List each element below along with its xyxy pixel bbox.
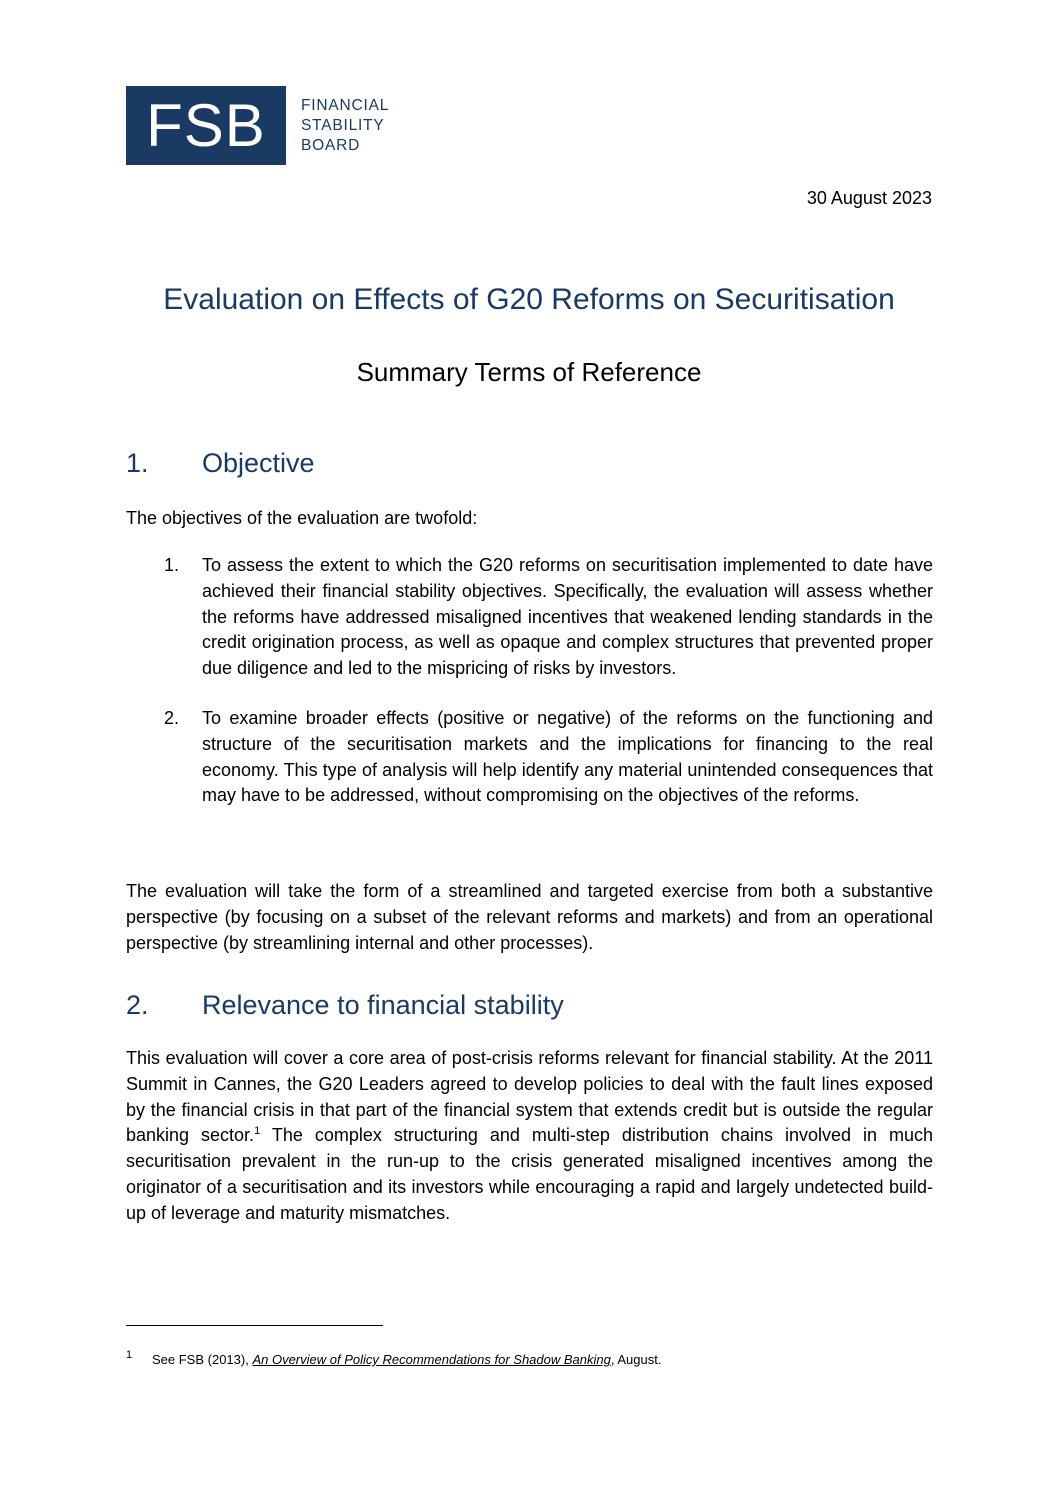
footnote-text [152,1352,661,1367]
logo-line-2: STABILITY [301,117,385,134]
document-date: 30 August 2023 [806,188,932,208]
logo-line-3: BOARD [301,137,361,154]
fsb-logo [126,86,389,165]
footnote-suffix: , August. [610,1352,662,1367]
section-2-title: Relevance to financial stability [202,990,564,1020]
footnote-prefix: See FSB (2013), [152,1352,253,1367]
list-item-text: To assess the extent to which the G20 reforms on securitisation implemented to date have achieved their financial stability objectives. Specifically, the evaluation will assess whether the reforms have addressed misaligned incentives that weakened lending standards in the credit origination process, as well as opaque and complex structures that prevented proper due diligence and led to the mispricing of risks by investors. [202,555,933,679]
logo-abbr: FSB [126,86,286,165]
objectives-list [126,553,933,809]
list-item-number: 2. [164,707,180,728]
document-title: Evaluation on Effects of G20 Reforms on Securitisation [163,283,895,316]
footnote-number: 1 [126,1349,133,1361]
list-item-number: 1. [164,555,180,575]
section-1-title: Objective [202,448,315,478]
relevance-text-part-2: The complex structuring and multi-step distribution chains involved in much securitisation prevalent in the run-up to the crisis generated misaligned incentives among the originator of a securitisation and its investors while encouraging a rapid and largely undetected build-up of leverage and maturity mismatches. [126,1125,933,1223]
section-2-number: 2. [126,990,149,1020]
evaluation-form-paragraph: The evaluation will take the form of a streamlined and targeted exercise from both a substantive perspective (by focusing on a subset of the relevant reforms and markets) and from an operational perspective (by streamlining internal and other processes). [126,881,933,953]
list-item [126,706,933,809]
document-subtitle: Summary Terms of Reference [356,357,702,387]
relevance-text-part-1: This evaluation will cover a core area of post-crisis reforms relevant for financial stability. At the 2011 Summit in Cannes, the G20 Leaders agreed to develop policies to deal with the fault lines exposed by the financial crisis in that part of the financial system that extends credit but is outside the regular banking sector. [126,1048,933,1146]
logo-wordmark [301,96,389,156]
section-1-number: 1. [126,448,149,478]
footnote-reference[interactable]: 1 [254,1125,261,1138]
footnote [126,1349,662,1367]
section-2-heading [126,990,564,1021]
footnote-link[interactable]: An Overview of Policy Recommendations for Shadow Banking [252,1352,611,1367]
section-1-heading [126,448,315,479]
list-item-text: To examine broader effects (positive or negative) of the reforms on the functioning and structure of the securitisation markets and the implications for financing to the real economy. This type of analysis will help identify any material unintended consequences that may have to be addressed, without compromising on the objectives of the reforms. [202,707,933,806]
relevance-paragraph [126,1046,933,1227]
objectives-intro: The objectives of the evaluation are twofold: [126,508,478,528]
footnote-divider [126,1325,383,1326]
logo-line-1: FINANCIAL [301,97,390,114]
list-item [126,553,933,682]
